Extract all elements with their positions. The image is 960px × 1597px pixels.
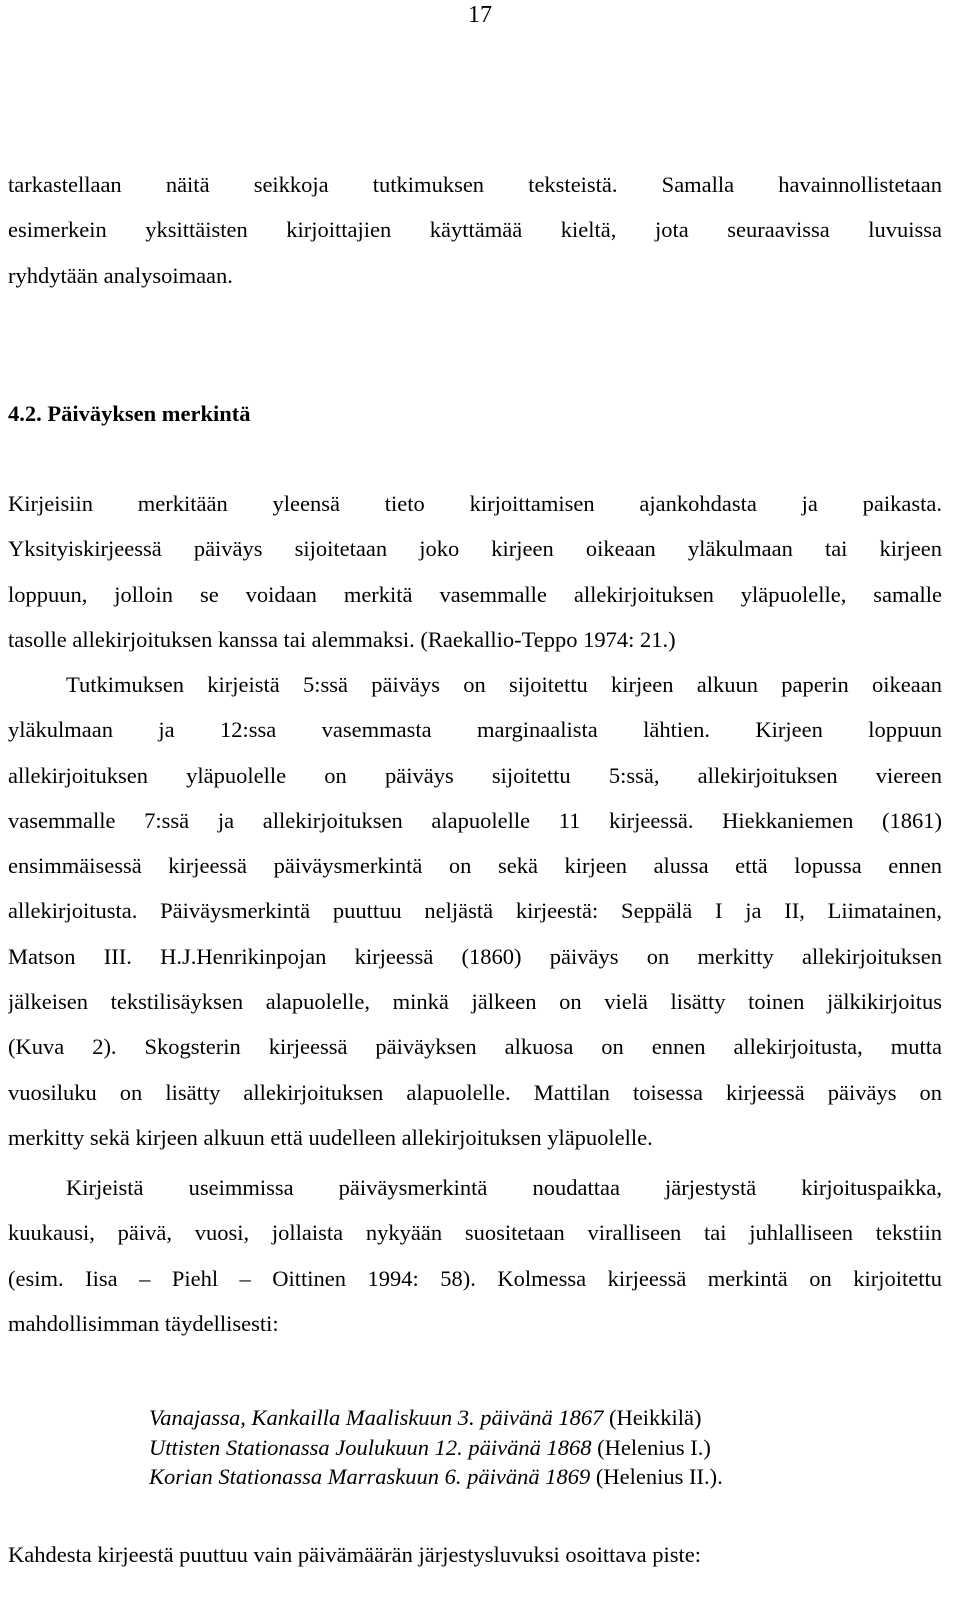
text-line: Tutkimuksen kirjeistä 5:ssä päiväys on sijoitettu kirjeen alkuun paperin oikeaan [66,672,942,697]
text-line: (Kuva 2). Skogsterin kirjeessä päiväyksen alkuosa on ennen allekirjoitusta, mutta [8,1034,942,1060]
text-line: loppuun, jolloin se voidaan merkitä vasemmalle allekirjoituksen yläpuolelle, samalle [8,581,942,607]
text-line: Kirjeisiin merkitään yleensä tieto kirjoittamisen ajankohdasta ja paikasta. [8,491,942,516]
text-line: Matson III. H.J.Henrikinpojan kirjeessä (1860) päiväys on merkitty allekirjoituksen [8,943,942,969]
text-line: mahdollisimman täydellisesti: [8,1310,279,1336]
final-line: Kahdesta kirjeestä puuttuu vain päivämäärän järjestysluvuksi osoittava piste: [8,1542,701,1567]
example-source: (Heikkilä) [603,1405,702,1430]
text-line: kuukausi, päivä, vuosi, jollaista nykyään suositetaan viralliseen tai juhlalliseen tekstiin [8,1220,942,1246]
section-heading: 4.2. Päiväyksen merkintä [8,401,251,426]
example-item [149,1403,723,1433]
text-line: allekirjoitusta. Päiväysmerkintä puuttuu neljästä kirjeestä: Seppälä I ja II, Liimatainen, [8,898,942,924]
example-source: (Helenius I.) [591,1434,711,1460]
text-line: (esim. Iisa – Piehl – Oittinen 1994: 58). Kolmessa kirjeessä merkintä on kirjoitettu [8,1265,942,1291]
paragraph-2 [8,662,942,1160]
text-line: vasemmalle 7:ssä ja allekirjoituksen alapuolelle 11 kirjeessä. Hiekkaniemen (1861) [8,807,942,833]
intro-paragraph [8,162,942,298]
text-line: merkitty sekä kirjeen alkuun että uudelleen allekirjoituksen yläpuolelle. [8,1124,653,1150]
example-item [149,1462,723,1492]
text-line: ensimmäisessä kirjeessä päiväysmerkintä on sekä kirjeen alussa että lopussa ennen [8,853,942,879]
example-item [149,1433,723,1463]
text-line: tarkastellaan näitä seikkoja tutkimuksen teksteistä. Samalla havainnollistetaan [8,172,942,197]
example-quote: Vanajassa, Kankailla Maaliskuun 3. päivänä 1867 [149,1405,604,1430]
text-line: yläkulmaan ja 12:ssa vasemmasta marginaalista lähtien. Kirjeen loppuun [8,717,942,743]
example-quote: Uttisten Stationassa Joulukuun 12. päivänä 1868 [149,1434,592,1460]
text-line: Kirjeistä useimmissa päiväysmerkintä noudattaa järjestystä kirjoituspaikka, [66,1175,942,1200]
paragraph-3 [8,1165,942,1346]
text-line: allekirjoituksen yläpuolelle on päiväys sijoitettu 5:ssä, allekirjoituksen viereen [8,762,942,788]
example-quote: Korian Stationassa Marraskuun 6. päivänä 1869 [149,1464,591,1489]
example-list [149,1403,723,1492]
text-line: jälkeisen tekstilisäyksen alapuolelle, minkä jälkeen on vielä lisätty toinen jälkikirjoitus [8,989,942,1015]
text-line: esimerkein yksittäisten kirjoittajien käyttämää kieltä, jota seuraavissa luvuissa [8,217,942,243]
text-line: Yksityiskirjeessä päiväys sijoitetaan joko kirjeen oikeaan yläkulmaan tai kirjeen [8,536,942,562]
text-line: tasolle allekirjoituksen kanssa tai alemmaksi. (Raekallio-Teppo 1974: 21.) [8,626,676,652]
text-line: vuosiluku on lisätty allekirjoituksen alapuolelle. Mattilan toisessa kirjeessä päiväys on [8,1079,942,1105]
text-line: ryhdytään analysoimaan. [8,262,233,288]
example-source: (Helenius II.). [590,1464,723,1489]
paragraph-1 [8,481,942,662]
page-number: 17 [468,2,492,28]
